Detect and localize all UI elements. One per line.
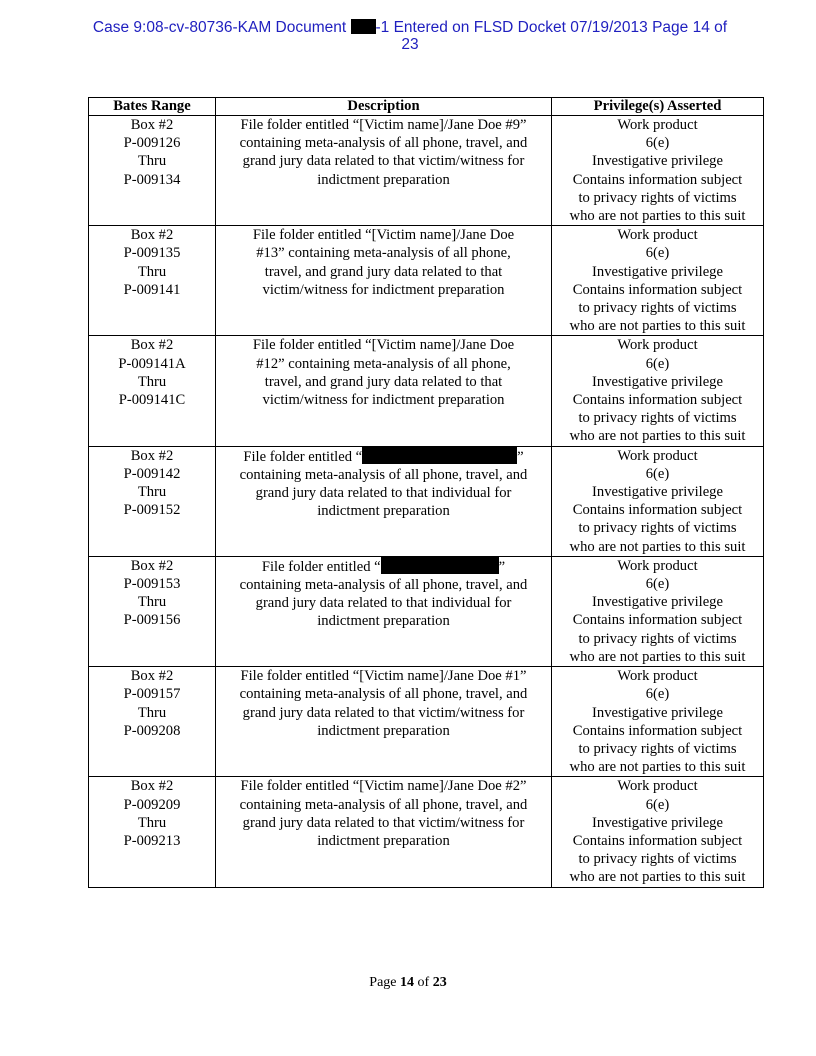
bates-box: Box #2 — [130, 557, 174, 574]
privilege-line: Work product — [617, 227, 698, 244]
privilege-line: 6(e) — [645, 686, 670, 703]
page-footer — [0, 975, 816, 991]
description-line: indictment preparation — [317, 722, 450, 739]
description-line — [218, 557, 549, 576]
privilege-log-table — [88, 97, 764, 888]
bates-end: P-009152 — [123, 502, 181, 519]
bates-box: Box #2 — [130, 447, 174, 464]
header-page-total: 23 — [401, 36, 419, 53]
privilege-line: to privacy rights of victims — [578, 410, 737, 427]
footer-total-pages: 23 — [432, 975, 447, 990]
bates-cell — [89, 667, 216, 777]
description-line: containing meta-analysis of all phone, travel, and — [239, 796, 528, 813]
description-line: travel, and grand jury data related to that — [264, 263, 503, 280]
privilege-line: who are not parties to this suit — [569, 869, 746, 886]
privilege-line: 6(e) — [645, 576, 670, 593]
privilege-line: Contains information subject — [572, 392, 743, 409]
privilege-line: Work product — [617, 337, 698, 354]
privilege-line: Work product — [617, 117, 698, 133]
description-line: File folder entitled “[Victim name]/Jane Doe #1” — [240, 668, 527, 685]
privilege-line: to privacy rights of victims — [578, 189, 737, 206]
privilege-line: Investigative privilege — [592, 373, 723, 390]
description-cell — [216, 777, 552, 887]
privilege-line: who are not parties to this suit — [569, 538, 746, 555]
header-docket-info: -1 Entered on FLSD Docket 07/19/2013 Page 14 of — [375, 19, 728, 36]
description-line: containing meta-analysis of all phone, travel, and — [239, 135, 528, 152]
description-line: grand jury data related to that victim/witness for — [242, 814, 525, 831]
bates-start: P-009141A — [118, 355, 186, 372]
table-row — [89, 336, 764, 446]
description-line: File folder entitled “[Victim name]/Jane Doe — [252, 337, 515, 354]
bates-thru: Thru — [137, 594, 167, 611]
table-row — [89, 226, 764, 336]
table-header-row — [89, 98, 764, 116]
table-row — [89, 667, 764, 777]
privilege-line: who are not parties to this suit — [569, 318, 746, 335]
privilege-line: 6(e) — [645, 796, 670, 813]
bates-cell — [89, 226, 216, 336]
privilege-cell — [552, 446, 764, 556]
header-description: Description — [216, 98, 552, 116]
bates-thru: Thru — [137, 484, 167, 501]
privilege-line: Work product — [617, 778, 698, 795]
privilege-line: who are not parties to this suit — [569, 428, 746, 445]
description-line: containing meta-analysis of all phone, travel, and — [239, 686, 528, 703]
header-bates-range: Bates Range — [89, 98, 216, 116]
description-cell — [216, 446, 552, 556]
privilege-line: Contains information subject — [572, 612, 743, 629]
description-line: indictment preparation — [317, 171, 450, 188]
description-line: File folder entitled “[Victim name]/Jane Doe #9” — [240, 117, 527, 133]
privilege-line: who are not parties to this suit — [569, 648, 746, 665]
privilege-cell — [552, 556, 764, 666]
description-line: containing meta-analysis of all phone, travel, and — [239, 466, 528, 483]
description-line: grand jury data related to that individual for — [255, 485, 512, 502]
bates-thru: Thru — [137, 704, 167, 721]
privilege-cell — [552, 116, 764, 226]
redaction-block — [351, 19, 376, 34]
footer-current-page: 14 — [400, 975, 415, 990]
privilege-line: 6(e) — [645, 355, 670, 372]
bates-thru: Thru — [137, 153, 167, 170]
description-line: travel, and grand jury data related to that — [264, 373, 503, 390]
description-line: #12” containing meta-analysis of all phone, — [256, 355, 511, 372]
table-row — [89, 556, 764, 666]
table-row — [89, 777, 764, 887]
bates-end: P-009141 — [123, 281, 181, 298]
bates-cell — [89, 556, 216, 666]
bates-thru: Thru — [137, 373, 167, 390]
privilege-line: 6(e) — [645, 465, 670, 482]
footer-middle: of — [414, 975, 433, 990]
privilege-line: to privacy rights of victims — [578, 300, 737, 317]
bates-start: P-009153 — [123, 576, 181, 593]
privilege-line: who are not parties to this suit — [569, 759, 746, 776]
bates-box: Box #2 — [130, 117, 174, 133]
description-line: File folder entitled “[Victim name]/Jane Doe — [252, 227, 515, 244]
bates-thru: Thru — [137, 814, 167, 831]
privilege-line: Investigative privilege — [592, 814, 723, 831]
bates-cell — [89, 446, 216, 556]
description-open: File folder entitled “ — [243, 448, 363, 465]
privilege-cell — [552, 226, 764, 336]
privilege-line: Work product — [617, 668, 698, 685]
bates-end: P-009208 — [123, 722, 181, 739]
description-line: victim/witness for indictment preparation — [262, 392, 505, 409]
privilege-cell — [552, 336, 764, 446]
privilege-line: Investigative privilege — [592, 153, 723, 170]
privilege-cell — [552, 667, 764, 777]
privilege-line: Contains information subject — [572, 832, 743, 849]
description-line: grand jury data related to that individual for — [255, 595, 512, 612]
header-case-info: Case 9:08-cv-80736-KAM Document — [92, 19, 351, 36]
description-close: ” — [517, 448, 524, 465]
bates-cell — [89, 336, 216, 446]
privilege-line: Contains information subject — [572, 502, 743, 519]
bates-cell — [89, 116, 216, 226]
bates-box: Box #2 — [130, 337, 174, 354]
bates-box: Box #2 — [130, 668, 174, 685]
description-line: File folder entitled “[Victim name]/Jane Doe #2” — [240, 778, 527, 795]
privilege-line: Investigative privilege — [592, 263, 723, 280]
description-line: containing meta-analysis of all phone, travel, and — [239, 577, 528, 594]
privilege-line: Contains information subject — [572, 281, 743, 298]
description-line — [218, 447, 549, 466]
description-close: ” — [498, 558, 506, 575]
privilege-line: who are not parties to this suit — [569, 208, 746, 225]
privilege-cell — [552, 777, 764, 887]
privilege-line: to privacy rights of victims — [578, 740, 737, 757]
description-cell — [216, 667, 552, 777]
description-line: victim/witness for indictment preparation — [262, 281, 505, 298]
description-cell — [216, 116, 552, 226]
privilege-line: Contains information subject — [572, 722, 743, 739]
description-cell — [216, 226, 552, 336]
description-line: grand jury data related to that victim/witness for — [242, 153, 525, 170]
bates-end: P-009134 — [123, 171, 181, 188]
privilege-line: Investigative privilege — [592, 594, 723, 611]
privilege-line: Work product — [617, 447, 698, 464]
description-cell — [216, 336, 552, 446]
bates-start: P-009142 — [123, 465, 181, 482]
description-line: indictment preparation — [317, 613, 450, 630]
bates-end: P-009156 — [123, 612, 181, 629]
privilege-line: Investigative privilege — [592, 704, 723, 721]
bates-start: P-009126 — [123, 135, 181, 152]
privilege-line: to privacy rights of victims — [578, 851, 737, 868]
description-line: indictment preparation — [317, 832, 450, 849]
bates-thru: Thru — [137, 263, 167, 280]
privilege-line: 6(e) — [645, 135, 670, 152]
description-open: File folder entitled “ — [261, 558, 381, 575]
footer-prefix: Page — [369, 975, 401, 990]
header-privileges: Privilege(s) Asserted — [552, 98, 764, 116]
redaction-block — [362, 447, 517, 464]
bates-end: P-009213 — [123, 832, 181, 849]
redaction-block — [381, 557, 499, 574]
bates-box: Box #2 — [130, 778, 174, 795]
bates-start: P-009135 — [123, 245, 181, 262]
description-line: #13” containing meta-analysis of all phone, — [256, 245, 511, 262]
bates-start: P-009209 — [123, 796, 181, 813]
bates-start: P-009157 — [123, 686, 181, 703]
privilege-line: Contains information subject — [572, 171, 743, 188]
bates-end: P-009141C — [118, 392, 186, 409]
table-row — [89, 446, 764, 556]
privilege-line: Work product — [617, 557, 698, 574]
privilege-line: to privacy rights of victims — [578, 630, 737, 647]
bates-cell — [89, 777, 216, 887]
table-row — [89, 116, 764, 226]
description-cell — [216, 556, 552, 666]
description-line: indictment preparation — [317, 503, 450, 520]
bates-box: Box #2 — [130, 227, 174, 244]
privilege-line: to privacy rights of victims — [578, 520, 737, 537]
privilege-line: 6(e) — [645, 245, 670, 262]
docket-header — [60, 19, 760, 53]
privilege-line: Investigative privilege — [592, 484, 723, 501]
description-line: grand jury data related to that victim/witness for — [242, 704, 525, 721]
